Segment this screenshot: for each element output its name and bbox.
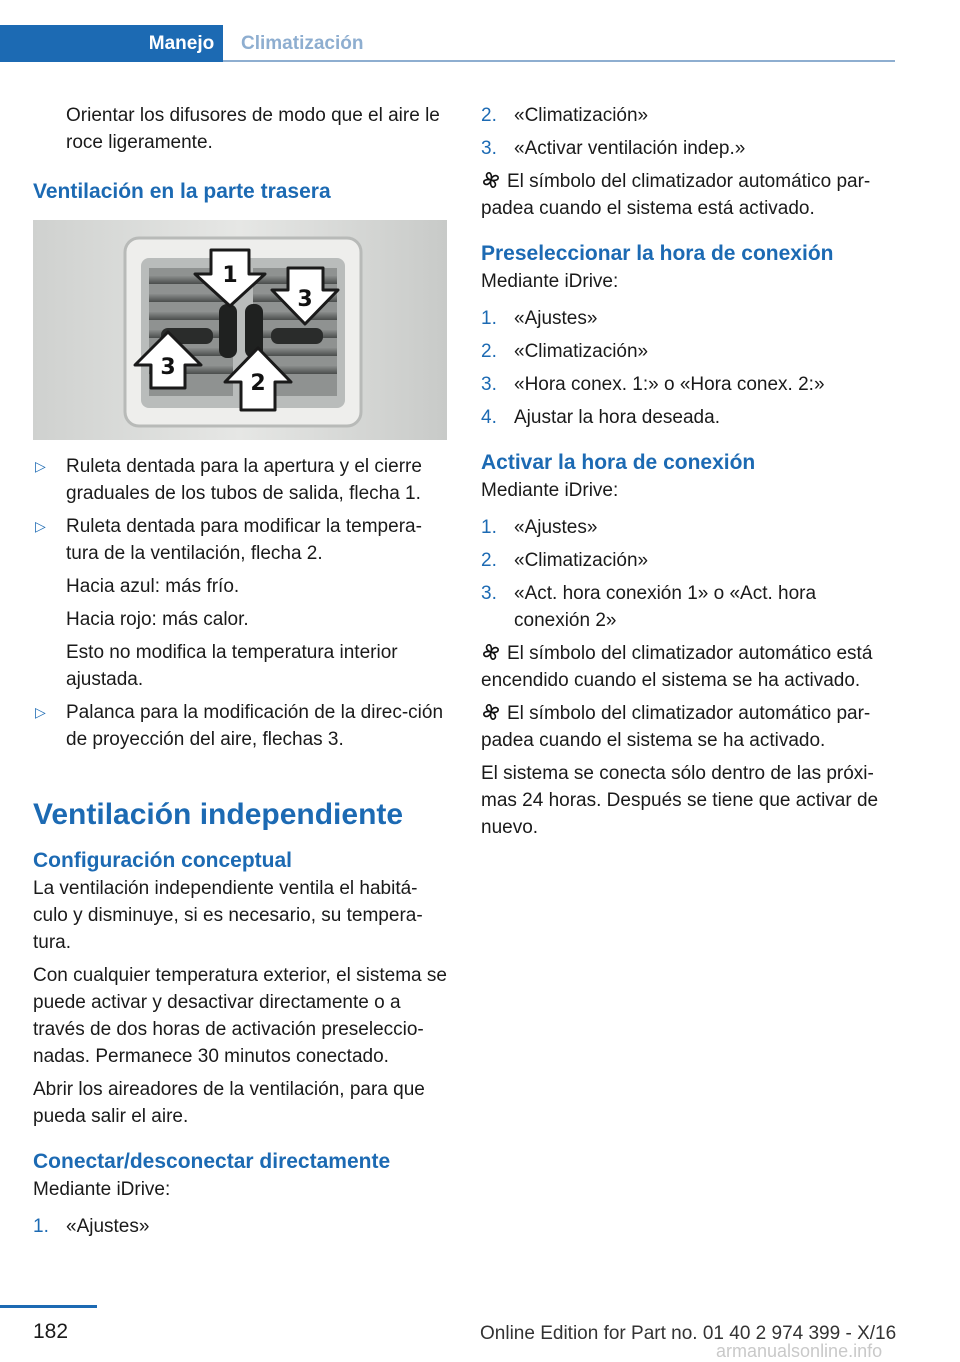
section-title: Ventilación independiente (33, 798, 404, 831)
rear-ventilation-title: Ventilación en la parte trasera (33, 180, 331, 203)
step-number: 2. (481, 550, 497, 571)
list-item (33, 699, 447, 753)
fan-icon (481, 702, 501, 722)
direct-title: Conectar/desconectar directamente (33, 1150, 391, 1173)
concept-para-2: Con cualquier temperatura exterior, el sistema se puede activar y desactivar directamente o a través de dos horas de activación preseleccio‐nadas. Permanece 30 minutos conectado. (33, 965, 447, 1067)
list-item (481, 135, 895, 162)
step-text: «Ajustes» (514, 517, 598, 538)
note-2-text: El símbolo del climatizador automático está encendido cuando el sistema se ha activado. (481, 643, 873, 691)
note-1 (481, 168, 895, 222)
list-item (33, 453, 447, 507)
step-text: «Climatización» (514, 105, 649, 126)
triangle-right-icon: ▷ (35, 458, 46, 474)
header-rule (223, 60, 895, 62)
list-item (481, 102, 895, 129)
triangle-right-icon: ▷ (35, 704, 46, 720)
step-text: Ajustar la hora deseada. (514, 407, 720, 428)
step-text: «Act. hora conexión 1» o «Act. hora conexión 2» (514, 583, 817, 631)
bullet-text-1: Ruleta dentada para la apertura y el cierre graduales de los tubos de salida, flecha 1. (66, 456, 422, 504)
list-item (481, 305, 895, 332)
list-item (481, 404, 895, 431)
bullet-sub-3: Esto no modifica la temperatura interior ajustada. (66, 642, 398, 690)
concept-para-3: Abrir los aireadores de la ventilación, para que pueda salir el aire. (33, 1079, 425, 1127)
list-item (481, 514, 895, 541)
figure-label-3a: 3 (297, 287, 313, 312)
bullet-sub-1: Hacia azul: más frío. (66, 576, 240, 597)
step-number: 3. (481, 138, 497, 159)
note-1-text: El símbolo del climatizador automático par‐padea cuando el sistema está activado. (481, 171, 871, 219)
preselect-via: Mediante iDrive: (481, 271, 619, 292)
list-item (33, 1213, 447, 1240)
watermark: armanualsonline.info (716, 1341, 883, 1361)
fan-icon (481, 170, 501, 190)
step-number: 2. (481, 105, 497, 126)
figure-label-1: 1 (222, 263, 238, 288)
final-text: El sistema se conecta sólo dentro de las próxi‐mas 24 horas. Después se tiene que activar de nuevo. (481, 763, 879, 838)
note-3 (481, 700, 895, 754)
intro-text: Orientar los difusores de modo que el aire le roce ligeramente. (66, 105, 440, 153)
list-item (481, 371, 895, 398)
page-number: 182 (33, 1320, 69, 1343)
footer-rule (0, 1305, 97, 1308)
activate-title: Activar la hora de conexión (481, 451, 756, 474)
fan-icon (481, 642, 501, 662)
figure-label-2: 2 (250, 371, 266, 396)
concept-title: Configuración conceptual (33, 849, 293, 872)
direct-via: Mediante iDrive: (33, 1179, 171, 1200)
concept-para-1: La ventilación independiente ventila el habitá‐culo y disminuye, si es necesario, su tempera‐tura. (33, 878, 423, 953)
step-number: 1. (481, 517, 497, 538)
step-number: 2. (481, 341, 497, 362)
activate-via: Mediante iDrive: (481, 480, 619, 501)
edition-text: Online Edition for Part no. 01 40 2 974 399 - X/16 (480, 1323, 897, 1344)
step-number: 3. (481, 583, 497, 604)
step-number: 1. (33, 1216, 49, 1237)
triangle-right-icon: ▷ (35, 518, 46, 534)
step-text: «Climatización» (514, 550, 649, 571)
step-text: «Ajustes» (66, 1216, 150, 1237)
list-item (481, 338, 895, 365)
bullet-sub-2: Hacia rojo: más calor. (66, 609, 249, 630)
rear-vent-figure (33, 220, 447, 440)
step-number: 1. (481, 308, 497, 329)
step-number: 3. (481, 374, 497, 395)
preselect-title: Preseleccionar la hora de conexión (481, 242, 834, 265)
step-text: «Activar ventilación indep.» (514, 138, 746, 159)
step-text: «Hora conex. 1:» o «Hora conex. 2:» (514, 374, 825, 395)
step-text: «Climatización» (514, 341, 649, 362)
note-2 (481, 640, 895, 694)
list-item (481, 547, 895, 574)
left-column-lower (33, 453, 447, 1240)
section-tab[interactable]: Climatización (241, 33, 364, 54)
chapter-tab[interactable]: Manejo (148, 33, 215, 54)
step-number: 4. (481, 407, 497, 428)
figure-label-3b: 3 (160, 355, 176, 380)
bullet-text-3: Palanca para la modificación de la direc‐ción de proyección del aire, flechas 3. (66, 702, 444, 750)
list-item (481, 580, 895, 634)
bullet-text-2: Ruleta dentada para modificar la tempera‐tura de la ventilación, flecha 2. (66, 516, 422, 564)
right-column (481, 102, 895, 841)
list-item (33, 513, 447, 693)
step-text: «Ajustes» (514, 308, 598, 329)
note-3-text: El símbolo del climatizador automático par‐padea cuando el sistema se ha activado. (481, 703, 871, 751)
